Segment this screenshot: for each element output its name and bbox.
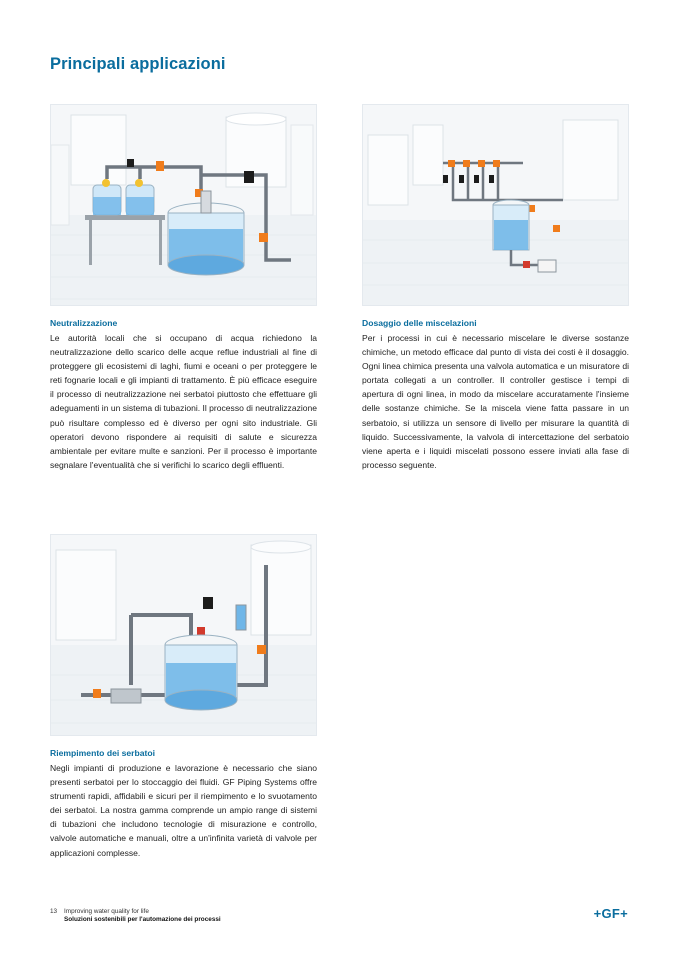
neutralization-image — [50, 104, 317, 306]
section-neutralization — [50, 318, 317, 472]
section-filling — [50, 748, 317, 860]
filling-image — [50, 534, 317, 736]
dosing-image — [362, 104, 629, 306]
footer-line-1: Improving water quality for life — [64, 908, 149, 915]
section-dosing — [362, 318, 629, 472]
footer-caption — [64, 908, 221, 924]
page-number: 13 — [50, 908, 58, 915]
section-body: Le autorità locali che si occupano di acqua richiedono la neutralizzazione dello scarico delle acque reflue industriali al fine di proteggere gli ecosistemi di laghi, fiumi e oceani o per proteggere le reti fognarie locali e gli impianti di trattamento. È più efficace eseguire il processo di neutralizzazione nei serbatoi piuttosto che effettuare gli adeguamenti in un sistema di tubazioni. Il processo di neutralizzazione può risultare complesso ed è diverso per ogni sito industriale. Gli operatori devono rispondere ai requisiti di salute e sicurezza ambientale per evitare multe e sanzioni. Per il processo è importante segnalare l'eventualità che si verifichi lo scarico degli effluenti. — [50, 333, 318, 470]
section-body: Per i processi in cui è necessario miscelare le diverse sostanze chimiche, un metodo efficace dal punto di vista dei costi è il dosaggio. Ogni linea chimica presenta una valvola automatica e un misuratore di portata collegati a un controller. Il controller gestisce i tempi di apertura di ogni linea, in modo da miscelare accuratamente l'insieme delle sostanze chimiche. Se la miscela viene fatta passare in un serbatoio, si utilizza un sensore di livello per misurare la quantità di liquido. Successivamente, la valvola di intercettazione del serbatoio viene aperta e i liquidi miscelati possono essere inviati alla fase di processo seguente. — [362, 333, 629, 470]
section-heading: Riempimento dei serbatoi — [50, 748, 156, 758]
footer-line-2: Soluzioni sostenibili per l'automazione dei processi — [64, 915, 221, 923]
brand-logo: +GF+ — [593, 906, 628, 921]
section-body: Negli impianti di produzione e lavorazione è necessario che siano presenti serbatoi per lo stoccaggio dei fluidi. GF Piping Systems offre strumenti rapidi, affidabili e sicuri per il riempimento e lo svuotamento dei serbatoi. La nostra gamma comprende un ampio range di sistemi di tubazioni che includono tecnologie di misurazione e controllo, valvole automatiche e manuali, oltre a un'infinita varietà di valvole per applicazioni complesse. — [50, 763, 317, 858]
page-title: Principali applicazioni — [50, 55, 226, 73]
section-heading: Dosaggio delle miscelazioni — [362, 318, 477, 328]
section-heading: Neutralizzazione — [50, 318, 118, 328]
